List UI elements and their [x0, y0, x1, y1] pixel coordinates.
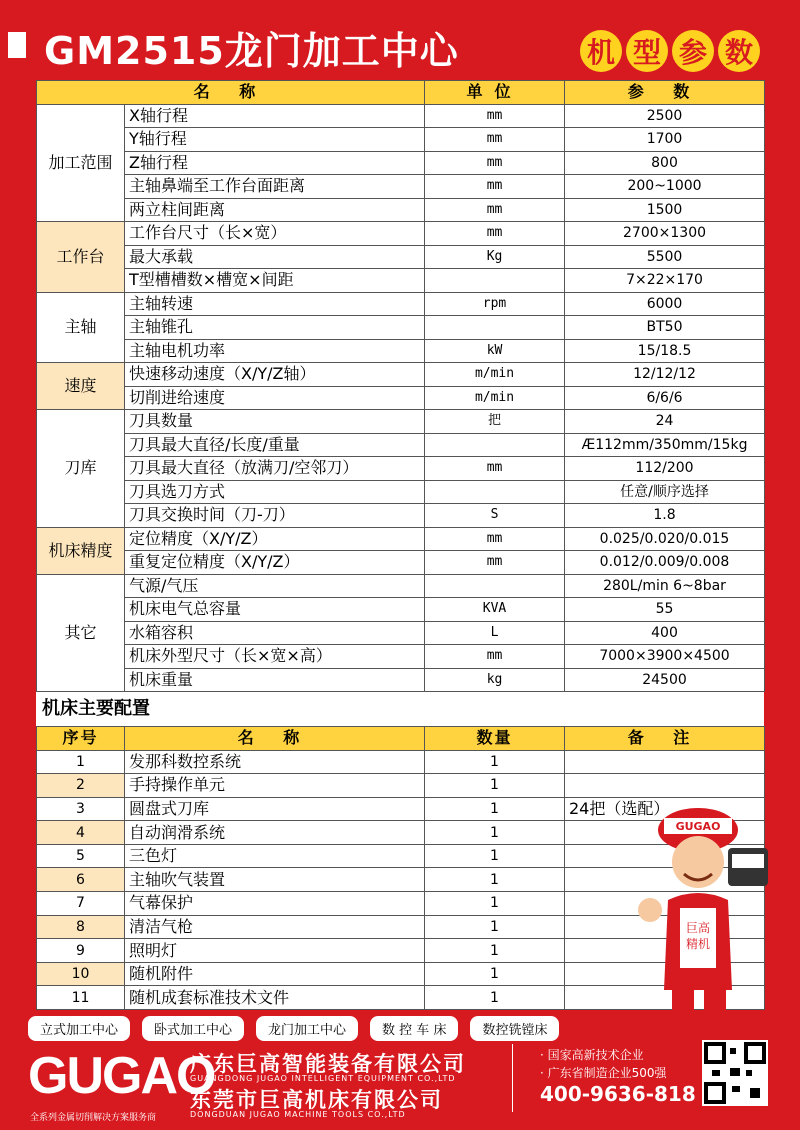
- config-qty: 1: [425, 986, 565, 1010]
- spec-table: [36, 80, 765, 692]
- spec-name: 机床重量: [125, 668, 425, 692]
- spec-value: 5500: [565, 245, 765, 269]
- spec-name: 机床电气总容量: [125, 598, 425, 622]
- spec-category: 主轴: [37, 292, 125, 363]
- spec-row: [37, 410, 765, 434]
- spec-unit: 把: [425, 410, 565, 434]
- spec-unit: mm: [425, 104, 565, 128]
- spec-unit: L: [425, 621, 565, 645]
- spec-name: X轴行程: [125, 104, 425, 128]
- config-header-note: 备 注: [565, 727, 765, 751]
- spec-value: 12/12/12: [565, 363, 765, 387]
- config-note: 24把（选配）: [565, 797, 765, 821]
- product-pill[interactable]: 卧式加工中心: [142, 1016, 244, 1041]
- spec-row: [37, 668, 765, 692]
- spec-row: [37, 457, 765, 481]
- page-title: GM2515龙门加工中心: [44, 29, 459, 73]
- spec-category: 速度: [37, 363, 125, 410]
- spec-name: 主轴转速: [125, 292, 425, 316]
- product-pill[interactable]: 数 控 车 床: [370, 1016, 458, 1041]
- spec-unit: mm: [425, 128, 565, 152]
- config-no: 10: [37, 962, 125, 986]
- config-qty: 1: [425, 774, 565, 798]
- spec-value: 0.025/0.020/0.015: [565, 527, 765, 551]
- spec-unit: [425, 269, 565, 293]
- brand-slogan: 全系列金属切削解决方案服务商: [30, 1113, 157, 1123]
- spec-row: [37, 527, 765, 551]
- hotline-phone[interactable]: 400-9636-818: [540, 1082, 696, 1106]
- config-note: [565, 750, 765, 774]
- spec-unit: kg: [425, 668, 565, 692]
- spec-name: 刀具最大直径/长度/重量: [125, 433, 425, 457]
- config-no: 9: [37, 939, 125, 963]
- spec-category: 机床精度: [37, 527, 125, 574]
- spec-unit: kW: [425, 339, 565, 363]
- spec-value: 1500: [565, 198, 765, 222]
- config-name: 圆盘式刀库: [125, 797, 425, 821]
- spec-category: 工作台: [37, 222, 125, 293]
- badge: 数: [718, 30, 760, 72]
- company-name-2: 东莞市巨高机床有限公司: [190, 1088, 443, 1112]
- mascot-illustration: [628, 790, 768, 1040]
- spec-unit: S: [425, 504, 565, 528]
- spec-name: 定位精度（X/Y/Z）: [125, 527, 425, 551]
- spec-value: 24: [565, 410, 765, 434]
- config-qty: 1: [425, 962, 565, 986]
- config-name: 自动润滑系统: [125, 821, 425, 845]
- spec-unit: Kg: [425, 245, 565, 269]
- spec-row: [37, 222, 765, 246]
- company-name-2-en: DONGDUAN JUGAO MACHINE TOOLS CO.,LTD: [190, 1110, 406, 1119]
- spec-unit: mm: [425, 527, 565, 551]
- config-no: 7: [37, 892, 125, 916]
- spec-row: [37, 645, 765, 669]
- spec-name: 机床外型尺寸（长×宽×高）: [125, 645, 425, 669]
- spec-unit: KVA: [425, 598, 565, 622]
- spec-row: [37, 128, 765, 152]
- badge: 参: [672, 30, 714, 72]
- config-name: 随机附件: [125, 962, 425, 986]
- config-no: 8: [37, 915, 125, 939]
- badge: 机: [580, 30, 622, 72]
- config-name: 照明灯: [125, 939, 425, 963]
- spec-name: 气源/气压: [125, 574, 425, 598]
- spec-value: 6000: [565, 292, 765, 316]
- spec-value: 1700: [565, 128, 765, 152]
- spec-category: 其它: [37, 574, 125, 692]
- spec-row: [37, 551, 765, 575]
- config-name: 清洁气枪: [125, 915, 425, 939]
- product-pill[interactable]: 龙门加工中心: [256, 1016, 358, 1041]
- badge: 型: [626, 30, 668, 72]
- spec-value: 6/6/6: [565, 386, 765, 410]
- spec-category: 加工范围: [37, 104, 125, 222]
- config-header-qty: 数量: [425, 727, 565, 751]
- spec-value: 任意/顺序选择: [565, 480, 765, 504]
- config-no: 2: [37, 774, 125, 798]
- spec-row: [37, 151, 765, 175]
- config-no: 5: [37, 844, 125, 868]
- spec-unit: [425, 316, 565, 340]
- spec-header-value: 参 数: [565, 81, 765, 105]
- spec-value: 15/18.5: [565, 339, 765, 363]
- honor-2: · 广东省制造企业500强: [540, 1066, 667, 1080]
- config-title: 机床主要配置: [42, 698, 150, 719]
- spec-value: BT50: [565, 316, 765, 340]
- spec-header-unit: 单位: [425, 81, 565, 105]
- svg-text:精机: 精机: [685, 937, 711, 951]
- product-pill[interactable]: 立式加工中心: [28, 1016, 130, 1041]
- spec-unit: [425, 574, 565, 598]
- spec-row: [37, 339, 765, 363]
- config-name: 主轴吹气装置: [125, 868, 425, 892]
- spec-name: 切削进给速度: [125, 386, 425, 410]
- config-qty: 1: [425, 892, 565, 916]
- spec-row: [37, 598, 765, 622]
- mascot-cap-text: GUGAO: [675, 820, 721, 833]
- spec-row: [37, 621, 765, 645]
- spec-row: [37, 292, 765, 316]
- spec-name: 刀具选刀方式: [125, 480, 425, 504]
- qr-code-icon[interactable]: [702, 1040, 768, 1106]
- spec-unit: mm: [425, 151, 565, 175]
- config-qty: 1: [425, 844, 565, 868]
- config-no: 3: [37, 797, 125, 821]
- spec-row: [37, 245, 765, 269]
- svg-text:巨高: 巨高: [685, 921, 711, 935]
- spec-unit: mm: [425, 457, 565, 481]
- spec-row: [37, 386, 765, 410]
- spec-category: 刀库: [37, 410, 125, 528]
- honor-1: · 国家高新技术企业: [540, 1048, 644, 1062]
- spec-unit: m/min: [425, 386, 565, 410]
- spec-row: [37, 504, 765, 528]
- spec-unit: rpm: [425, 292, 565, 316]
- spec-name: 重复定位精度（X/Y/Z）: [125, 551, 425, 575]
- config-qty: 1: [425, 915, 565, 939]
- spec-row: [37, 316, 765, 340]
- spec-unit: [425, 433, 565, 457]
- spec-value: 400: [565, 621, 765, 645]
- spec-value: Æ112mm/350mm/15kg: [565, 433, 765, 457]
- spec-value: 0.012/0.009/0.008: [565, 551, 765, 575]
- spec-name: 水箱容积: [125, 621, 425, 645]
- config-name: 手持操作单元: [125, 774, 425, 798]
- config-qty: 1: [425, 797, 565, 821]
- spec-name: 刀具交换时间（刀-刀）: [125, 504, 425, 528]
- config-name: 发那科数控系统: [125, 750, 425, 774]
- spec-value: 200~1000: [565, 175, 765, 199]
- config-row: [37, 750, 765, 774]
- spec-row: [37, 269, 765, 293]
- spec-unit: mm: [425, 645, 565, 669]
- config-name: 随机成套标准技术文件: [125, 986, 425, 1010]
- company-name-1: 广东巨高智能装备有限公司: [190, 1052, 466, 1076]
- footer-divider: [512, 1044, 513, 1112]
- spec-name: 快速移动速度（X/Y/Z轴）: [125, 363, 425, 387]
- brand-logo: GUGAO: [28, 1047, 215, 1105]
- config-qty: 1: [425, 750, 565, 774]
- spec-value: 800: [565, 151, 765, 175]
- spec-value: 24500: [565, 668, 765, 692]
- spec-name: 工作台尺寸（长×宽）: [125, 222, 425, 246]
- spec-row: [37, 574, 765, 598]
- spec-body: [37, 104, 765, 692]
- company-name-1-en: GUANGDONG JUGAO INTELLIGENT EQUIPMENT CO.,LTD: [190, 1074, 456, 1083]
- spec-name: Z轴行程: [125, 151, 425, 175]
- spec-header-name: 名 称: [37, 81, 425, 105]
- spec-unit: mm: [425, 198, 565, 222]
- spec-row: [37, 480, 765, 504]
- spec-name: 主轴电机功率: [125, 339, 425, 363]
- spec-name: 主轴锥孔: [125, 316, 425, 340]
- config-name: 气幕保护: [125, 892, 425, 916]
- spec-value: 2500: [565, 104, 765, 128]
- spec-unit: m/min: [425, 363, 565, 387]
- config-qty: 1: [425, 939, 565, 963]
- footer: [0, 1042, 800, 1130]
- spec-row: [37, 433, 765, 457]
- config-qty: 1: [425, 821, 565, 845]
- spec-value: 2700×1300: [565, 222, 765, 246]
- spec-row: [37, 198, 765, 222]
- spec-value: 7×22×170: [565, 269, 765, 293]
- config-no: 4: [37, 821, 125, 845]
- spec-value: 1.8: [565, 504, 765, 528]
- spec-name: 主轴鼻端至工作台面距离: [125, 175, 425, 199]
- spec-row: [37, 175, 765, 199]
- config-header-no: 序号: [37, 727, 125, 751]
- spec-name: Y轴行程: [125, 128, 425, 152]
- spec-value: 7000×3900×4500: [565, 645, 765, 669]
- spec-unit: [425, 480, 565, 504]
- config-header-name: 名 称: [125, 727, 425, 751]
- spec-unit: mm: [425, 551, 565, 575]
- spec-name: T型槽槽数×槽宽×间距: [125, 269, 425, 293]
- config-name: 三色灯: [125, 844, 425, 868]
- config-no: 6: [37, 868, 125, 892]
- config-no: 11: [37, 986, 125, 1010]
- spec-unit: mm: [425, 222, 565, 246]
- config-qty: 1: [425, 868, 565, 892]
- spec-name: 最大承载: [125, 245, 425, 269]
- header: [0, 0, 800, 80]
- model-params-badges: [580, 30, 760, 72]
- spec-name: 刀具最大直径（放满刀/空邻刀）: [125, 457, 425, 481]
- spec-row: [37, 104, 765, 128]
- spec-row: [37, 363, 765, 387]
- spec-name: 刀具数量: [125, 410, 425, 434]
- header-accent: [8, 32, 26, 58]
- spec-value: 55: [565, 598, 765, 622]
- spec-unit: mm: [425, 175, 565, 199]
- spec-value: 280L/min 6~8bar: [565, 574, 765, 598]
- spec-name: 两立柱间距离: [125, 198, 425, 222]
- spec-value: 112/200: [565, 457, 765, 481]
- config-no: 1: [37, 750, 125, 774]
- product-list: [28, 1016, 559, 1041]
- product-pill[interactable]: 数控铣镗床: [470, 1016, 559, 1041]
